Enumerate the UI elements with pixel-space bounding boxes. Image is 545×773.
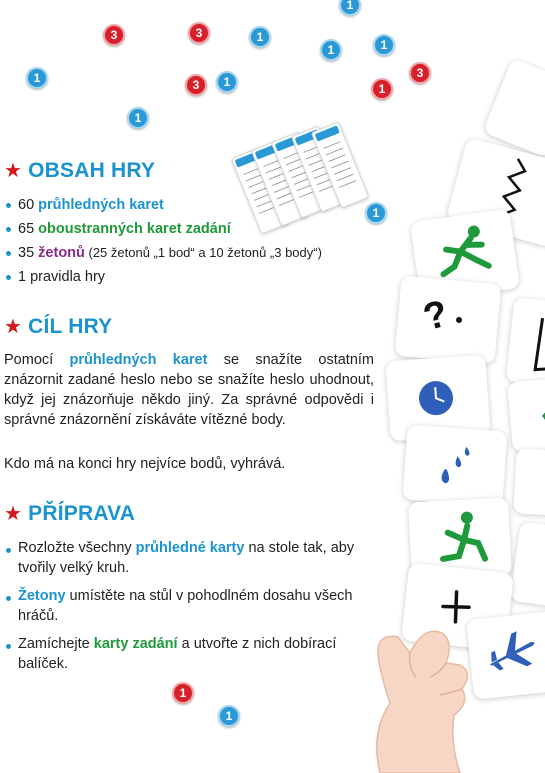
water-drops-icon — [434, 441, 477, 489]
star-icon: ★ — [4, 160, 23, 182]
token-one: 1 — [373, 34, 395, 56]
goal-winner-text: Kdo má na konci hry nejvíce bodů, vyhrává. — [4, 456, 286, 472]
token-one: 1 — [172, 682, 194, 704]
token-one: 1 — [371, 78, 393, 100]
transparent-card — [513, 448, 545, 516]
setup-list — [4, 538, 389, 674]
token-three: 3 — [188, 22, 210, 44]
star-icon: ★ — [4, 503, 23, 525]
transparent-card — [403, 425, 508, 507]
token-one: 1 — [216, 71, 238, 93]
token-one: 1 — [127, 107, 149, 129]
list-item: Rozložte všechny průhledné karty na stole tak, aby tvořily velký kruh. — [4, 538, 389, 578]
goal-paragraph: Pomocí průhledných karet se snažíte ostatním znázornit zadané heslo nebo se snažíte heslo uhodnout, když jej znázorňuje někdo jiný. Za správné odpovědi i správné znázornění získáváte vítězné body. — [4, 352, 375, 428]
section-title-setup: ★ PŘÍPRAVA — [4, 501, 136, 525]
token-one: 1 — [218, 705, 240, 727]
transparent-card — [395, 276, 502, 364]
token-one: 1 — [26, 67, 48, 89]
token-one: 1 — [249, 26, 271, 48]
token-three: 3 — [409, 62, 431, 84]
list-item: 65 oboustranných karet zadání — [4, 217, 404, 241]
clock-circle-icon — [415, 377, 458, 420]
question-mark-icon: ? — [419, 292, 453, 340]
list-item: 60 průhledných karet — [4, 193, 404, 217]
transparent-card — [510, 521, 545, 609]
section-title-contents: ★ OBSAH HRY — [4, 158, 156, 182]
list-item: 1 pravidla hry — [4, 265, 404, 289]
list-item: 35 žetonů (25 žetonů „1 bod“ a 10 žetonů „3 body“) — [4, 241, 404, 265]
list-item: Žetony umístěte na stůl v pohodlném dosahu všech hráčů. — [4, 586, 389, 626]
star-icon: ★ — [4, 316, 23, 338]
list-item: Zamíchejte karty zadání a utvořte z nich dobírací balíček. — [4, 634, 389, 674]
jumping-figure-icon — [433, 508, 496, 566]
token-one: 1 — [320, 39, 342, 61]
section-title-goal: ★ CÍL HRY — [4, 314, 113, 338]
token-three: 3 — [185, 74, 207, 96]
token-three: 3 — [103, 24, 125, 46]
contents-list — [4, 193, 404, 289]
token-one: 1 — [365, 202, 387, 224]
transparent-card — [507, 378, 545, 453]
running-figure-icon — [429, 221, 495, 279]
transparent-card — [506, 297, 545, 388]
token-one: 1 — [339, 0, 361, 16]
